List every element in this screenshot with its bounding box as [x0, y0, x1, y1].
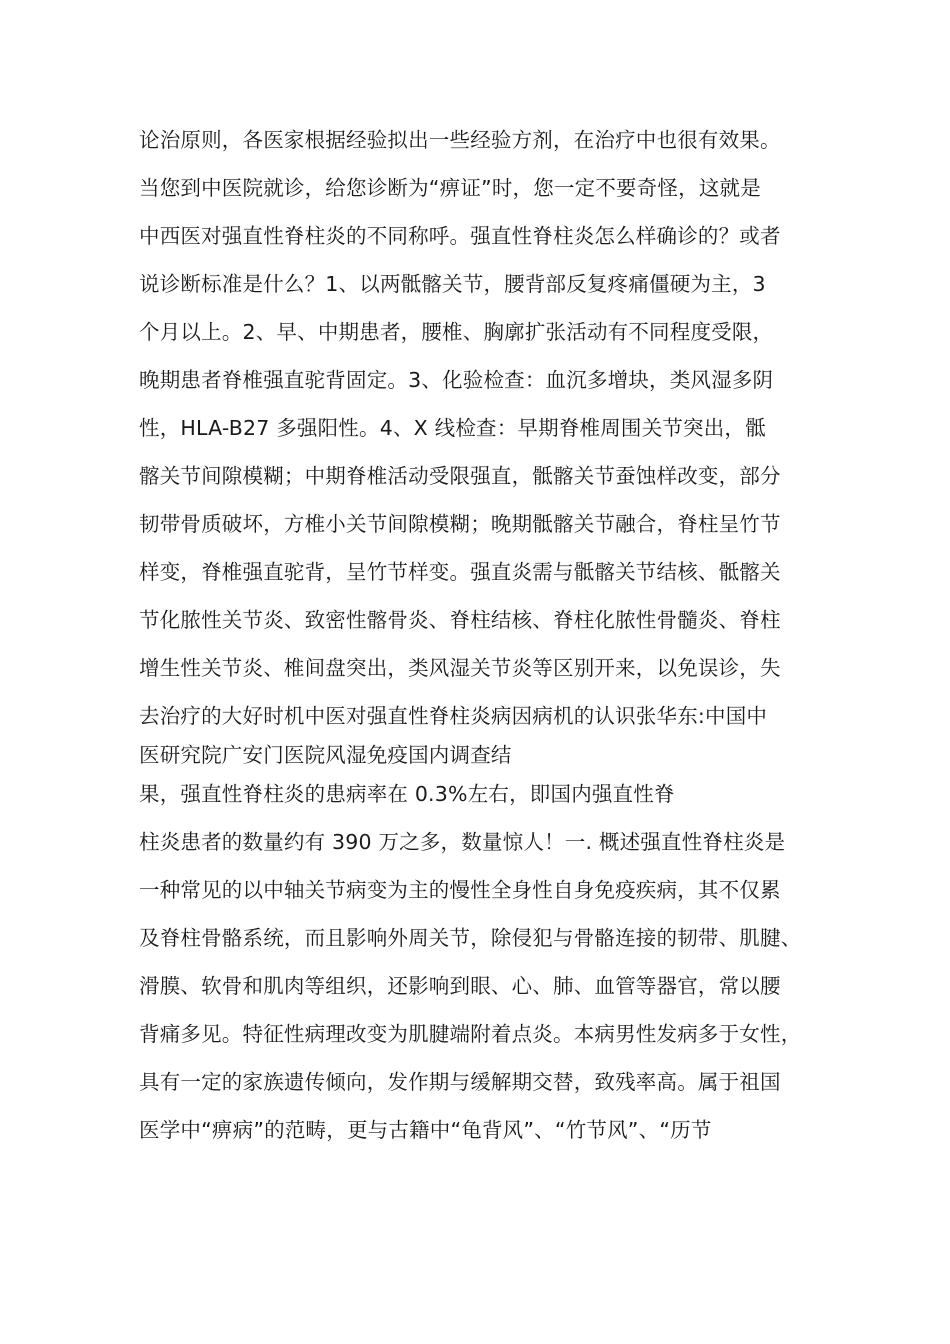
text-line: 节化脓性关节炎、致密性髂骨炎、脊柱结核、脊柱化脓性骨髓炎、脊柱 [139, 608, 781, 632]
text-line: 说诊断标准是什么？1、以两骶髂关节，腰背部反复疼痛僵硬为主，3 [139, 272, 766, 296]
text-line: 去治疗的大好时机中医对强直性脊柱炎病因病机的认识张华东:中国中 [139, 704, 768, 728]
body-text [139, 116, 819, 1154]
text-line: 医研究院广安门医院风湿免疫国内调查结 [139, 743, 512, 767]
text-line: 柱炎患者的数量约有 390 万之多，数量惊人！一. 概述强直性脊柱炎是 [139, 830, 786, 854]
text-line: 增生性关节炎、椎间盘突出，类风湿关节炎等区别开来，以免误诊，失 [139, 656, 781, 680]
text-line: 一种常见的以中轴关节病变为主的慢性全身性自身免疫疾病，其不仅累 [139, 878, 781, 902]
text-line: 医学中“痹病”的范畴，更与古籍中“龟背风”、“竹节风”、“历节 [139, 1118, 712, 1142]
text-line: 个月以上。2、早、中期患者，腰椎、胸廓扩张活动有不同程度受限， [139, 320, 774, 344]
text-line: 性，HLA-B27 多强阳性。4、X 线检查：早期脊椎周围关节突出，骶 [139, 416, 766, 440]
text-line: 晚期患者脊椎强直驼背固定。3、化验检查：血沉多增块，类风湿多阴 [139, 368, 774, 392]
text-line: 髂关节间隙模糊；中期脊椎活动受限强直，骶髂关节蚕蚀样改变，部分 [139, 464, 781, 488]
text-line: 样变，脊椎强直驼背，呈竹节样变。强直炎需与骶髂关节结核、骶髂关 [139, 560, 781, 584]
text-line: 中西医对强直性脊柱炎的不同称呼。强直性脊柱炎怎么样确诊的？或者 [139, 224, 781, 248]
text-line: 滑膜、软骨和肌肉等组织，还影响到眼、心、肺、血管等器官，常以腰 [139, 974, 781, 998]
text-line: 当您到中医院就诊，给您诊断为“痹证”时，您一定不要奇怪，这就是 [139, 176, 761, 200]
text-line: 果，强直性脊柱炎的患病率在 0.3%左右，即国内强直性脊 [139, 782, 675, 806]
text-line: 及脊柱骨骼系统，而且影响外周关节，除侵犯与骨骼连接的韧带、肌腱、 [139, 926, 802, 950]
text-line: 论治原则，各医家根据经验拟出一些经验方剂，在治疗中也很有效果。 [139, 128, 781, 152]
text-line: 背痛多见。特征性病理改变为肌腱端附着点炎。本病男性发病多于女性， [139, 1022, 802, 1046]
text-line: 韧带骨质破坏，方椎小关节间隙模糊；晚期骶髂关节融合，脊柱呈竹节 [139, 512, 781, 536]
text-line: 具有一定的家族遗传倾向，发作期与缓解期交替，致残率高。属于祖国 [139, 1070, 781, 1094]
